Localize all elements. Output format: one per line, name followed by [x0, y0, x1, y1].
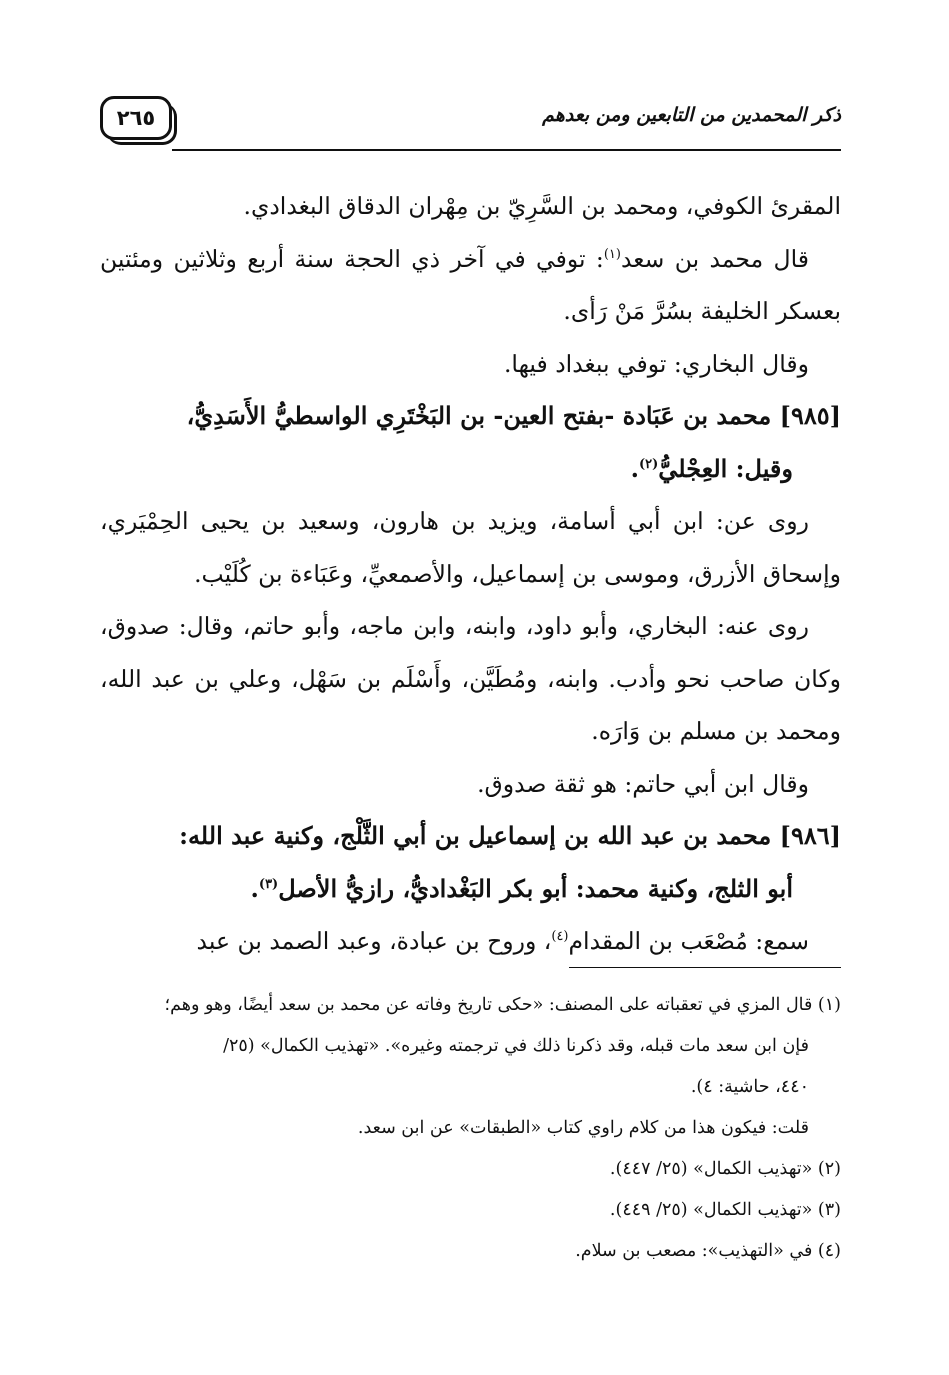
entry-986-heading [100, 810, 841, 915]
entry-986-line1: [٩٨٦] محمد بن عبد الله بن إسماعيل بن أبي الثَّلْج، وكنية عبد الله: [179, 821, 841, 850]
paragraph-2 [100, 233, 841, 338]
footnote-3: (٣) «تهذيب الكمال» (٢٥/ ٤٤٩). [609, 1200, 841, 1220]
paragraph-3: وقال البخاري: توفي ببغداد فيها. [503, 349, 809, 378]
running-title: ذكر المحمدين من التابعين ومن بعدهم [542, 104, 841, 126]
paragraph-6: وقال ابن أبي حاتم: هو ثقة صدوق. [477, 769, 809, 798]
main-text [100, 180, 841, 968]
footnote-1 [100, 985, 841, 1108]
paragraph-2-rest: : توفي في آخر ذي الحجة سنة أربع وثلاثين ومئتين بعسكر الخليفة بسُرَّ مَنْ رَأى. [100, 244, 841, 325]
footnote-1-remark: قلت: فيكون هذا من كلام راوي كتاب «الطبقات» عن ابن سعد. [357, 1118, 809, 1138]
paragraph-4: روى عن: ابن أبي أسامة، ويزيد بن هارون، وسعيد بن يحيى الحِمْيَري، وإسحاق الأزرق، وموسى بن إسماعيل، والأصمعيِّ، وعَبَاءة بن كُلَيْب. [100, 507, 841, 588]
entry-985-heading [100, 390, 841, 495]
entry-986-line2-wrap [100, 863, 841, 916]
footnote-2: (٢) «تهذيب الكمال» (٢٥/ ٤٤٧). [609, 1159, 841, 1179]
footnote-4: (٤) في «التهذيب»: مصعب بن سلام. [575, 1241, 841, 1261]
entry-986-end: . [250, 873, 259, 903]
entry-985-line1: [٩٨٥] محمد بن عَبَادة -بفتح العين- بن البَخْتَرِي الواسطيُّ الأَسَدِيُّ، [186, 401, 841, 430]
entry-985-line2-wrap [100, 443, 841, 496]
paragraph-7 [100, 915, 841, 968]
paragraph-7-start: سمع: مُصْعَب بن المقدام [568, 927, 809, 955]
paragraph-1: المقرئ الكوفي، ومحمد بن السَّرِيّ بن مِهْران الدقاق البغدادي. [243, 192, 841, 220]
footnote-1-line3: ٤٤٠، حاشية: ٤). [690, 1077, 809, 1097]
footnote-1-line2: فإن ابن سعد مات قبله، وقد ذكرنا ذلك في ترجمته وغيره». «تهذيب الكمال» (٢٥/ [223, 1036, 809, 1056]
footnote-1-line1: (١) قال المزي في تعقباته على المصنف: «حكى تاريخ وفاته عن محمد بن سعد أيضًا، وهو وهم؛ [164, 995, 841, 1015]
footnotes [100, 985, 841, 1272]
entry-985-end: . [630, 453, 639, 483]
entry-985-line2: وقيل: العِجْليُّ [658, 453, 793, 483]
footnote-ref-2: (٢) [639, 456, 659, 472]
paragraph-5: روى عنه: البخاري، وأبو داود، وابنه، وابن ماجه، وأبو حاتم، وقال: صدوق، وكان صاحب نحو وأدب. وابنه، ومُطَيَّن، وأَسْلَم بن سَهْل، وعلي بن عبد الله، ومحمد بن مسلم بن وَارَه. [100, 612, 841, 745]
page-number [100, 96, 172, 140]
footnote-ref-1: (١) [603, 246, 621, 262]
header-rule [172, 149, 841, 151]
paragraph-7-rest: ، وروح بن عبادة، وعبد الصمد بن عبد [196, 927, 552, 955]
footnote-ref-3: (٣) [258, 876, 279, 892]
entry-986-line2: أبو الثلج، وكنية محمد: أبو بكر البَغْداديُّ، رازيُّ الأصل [278, 873, 793, 903]
footnote-ref-4: (٤) [551, 929, 569, 945]
page-number-text: ٢٦٥ [116, 106, 156, 130]
paragraph-2-start: قال محمد بن سعد [620, 244, 809, 273]
footnote-rule [569, 967, 841, 968]
